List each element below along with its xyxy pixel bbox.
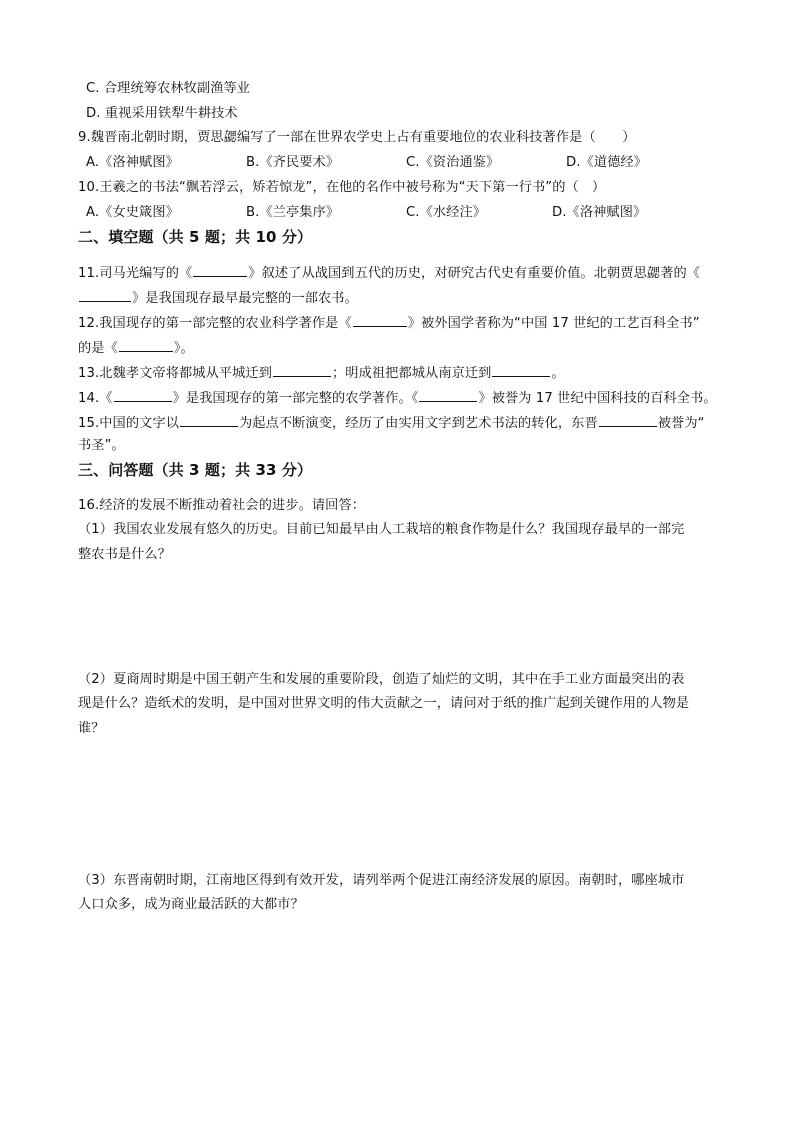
q16-part2-line-2: 现是什么？造纸术的发明，是中国对世界文明的伟大贡献之一，请问对于纸的推广起到关键作用的人物是 [78,696,690,711]
q16-part2-line-1: （2）夏商周时期是中国王朝产生和发展的重要阶段，创造了灿烂的文明，其中在手工业方面最突出的表 [78,672,685,687]
q8-option-d: D. 重视采用铁犁牛耕技术 [86,106,238,121]
q15-line-1: 15.中国的文字以 为起点不断演变，经历了由实用文字到艺术书法的转化，东晋 被誉为“ [78,412,705,434]
q14-blank-2[interactable] [419,387,477,402]
q16-part3-line-2: 人口众多，成为商业最活跃的大都市？ [78,897,304,912]
q11-blank-1[interactable] [193,262,247,277]
q16-stem: 16.经济的发展不断推动着社会的进步。请回答： [78,498,366,513]
q10-option-d: D.《洛神赋图》 [552,205,647,220]
q14-blank-1[interactable] [114,387,172,402]
q10-stem: 10.王羲之的书法“飘若浮云，矫若惊龙”，在他的名作中被号称为“天下第一行书”的（ ） [78,180,606,195]
q16-part1-line-1: （1）我国农业发展有悠久的历史。目前已知最早由人工栽培的粮食作物是什么？我国现存最早的一部完 [78,522,685,537]
q11-line-2: 》是我国现存最早最完整的一部农书。 [78,287,358,309]
q15-blank-1[interactable] [180,412,238,427]
q13-line: 13.北魏孝文帝将都城从平城迁到 ；明成祖把都城从南京迁到 。 [78,362,565,384]
section-qa-title: 三、问答题（共 3 题；共 33 分） [78,461,313,479]
q15-line-2: 书圣”。 [78,438,125,453]
q12-blank-2[interactable] [119,337,173,352]
q13-blank-2[interactable] [492,362,550,377]
q16-part2-line-3: 谁？ [78,721,105,736]
q9-option-d: D.《道德经》 [566,155,647,170]
q9-option-b: B.《齐民要术》 [246,155,340,170]
q15-blank-2[interactable] [599,412,657,427]
q10-option-a: A.《女史箴图》 [86,205,179,220]
q10-option-c: C.《水经注》 [406,205,487,220]
q13-blank-1[interactable] [273,362,331,377]
q12-line-1: 12.我国现存的第一部完整的农业科学著作是《 》被外国学者称为“中国 17 世纪的工艺百科全书” [78,312,700,334]
q16-part3-line-1: （3）东晋南朝时期，江南地区得到有效开发，请列举两个促进江南经济发展的原因。南朝时，哪座城市 [78,873,685,888]
q16-part1-line-2: 整农书是什么？ [78,547,172,562]
q12-line-2: 的是《 》。 [78,337,194,359]
q9-option-c: C.《资治通鉴》 [406,155,500,170]
section-fill-in-title: 二、填空题（共 5 题；共 10 分） [78,228,313,246]
q8-option-c: C. 合理统筹农林牧副渔等业 [86,81,251,96]
q11-line-1: 11.司马光编写的《 》叙述了从战国到五代的历史，对研究古代史有重要价值。北朝贾思勰著的《 [78,262,700,284]
q12-blank-1[interactable] [353,312,407,327]
q10-option-b: B.《兰亭集序》 [246,205,340,220]
q9-stem: 9.魏晋南北朝时期，贾思勰编写了一部在世界农学史上占有重要地位的农业科技著作是（ ） [78,130,636,145]
q14-line: 14.《 》是我国现存的第一部完整的农学著作。《 》被誉为 17 世纪中国科技的百科全书。 [78,387,717,409]
q9-option-a: A.《洛神赋图》 [86,155,179,170]
q11-blank-2[interactable] [79,287,131,302]
